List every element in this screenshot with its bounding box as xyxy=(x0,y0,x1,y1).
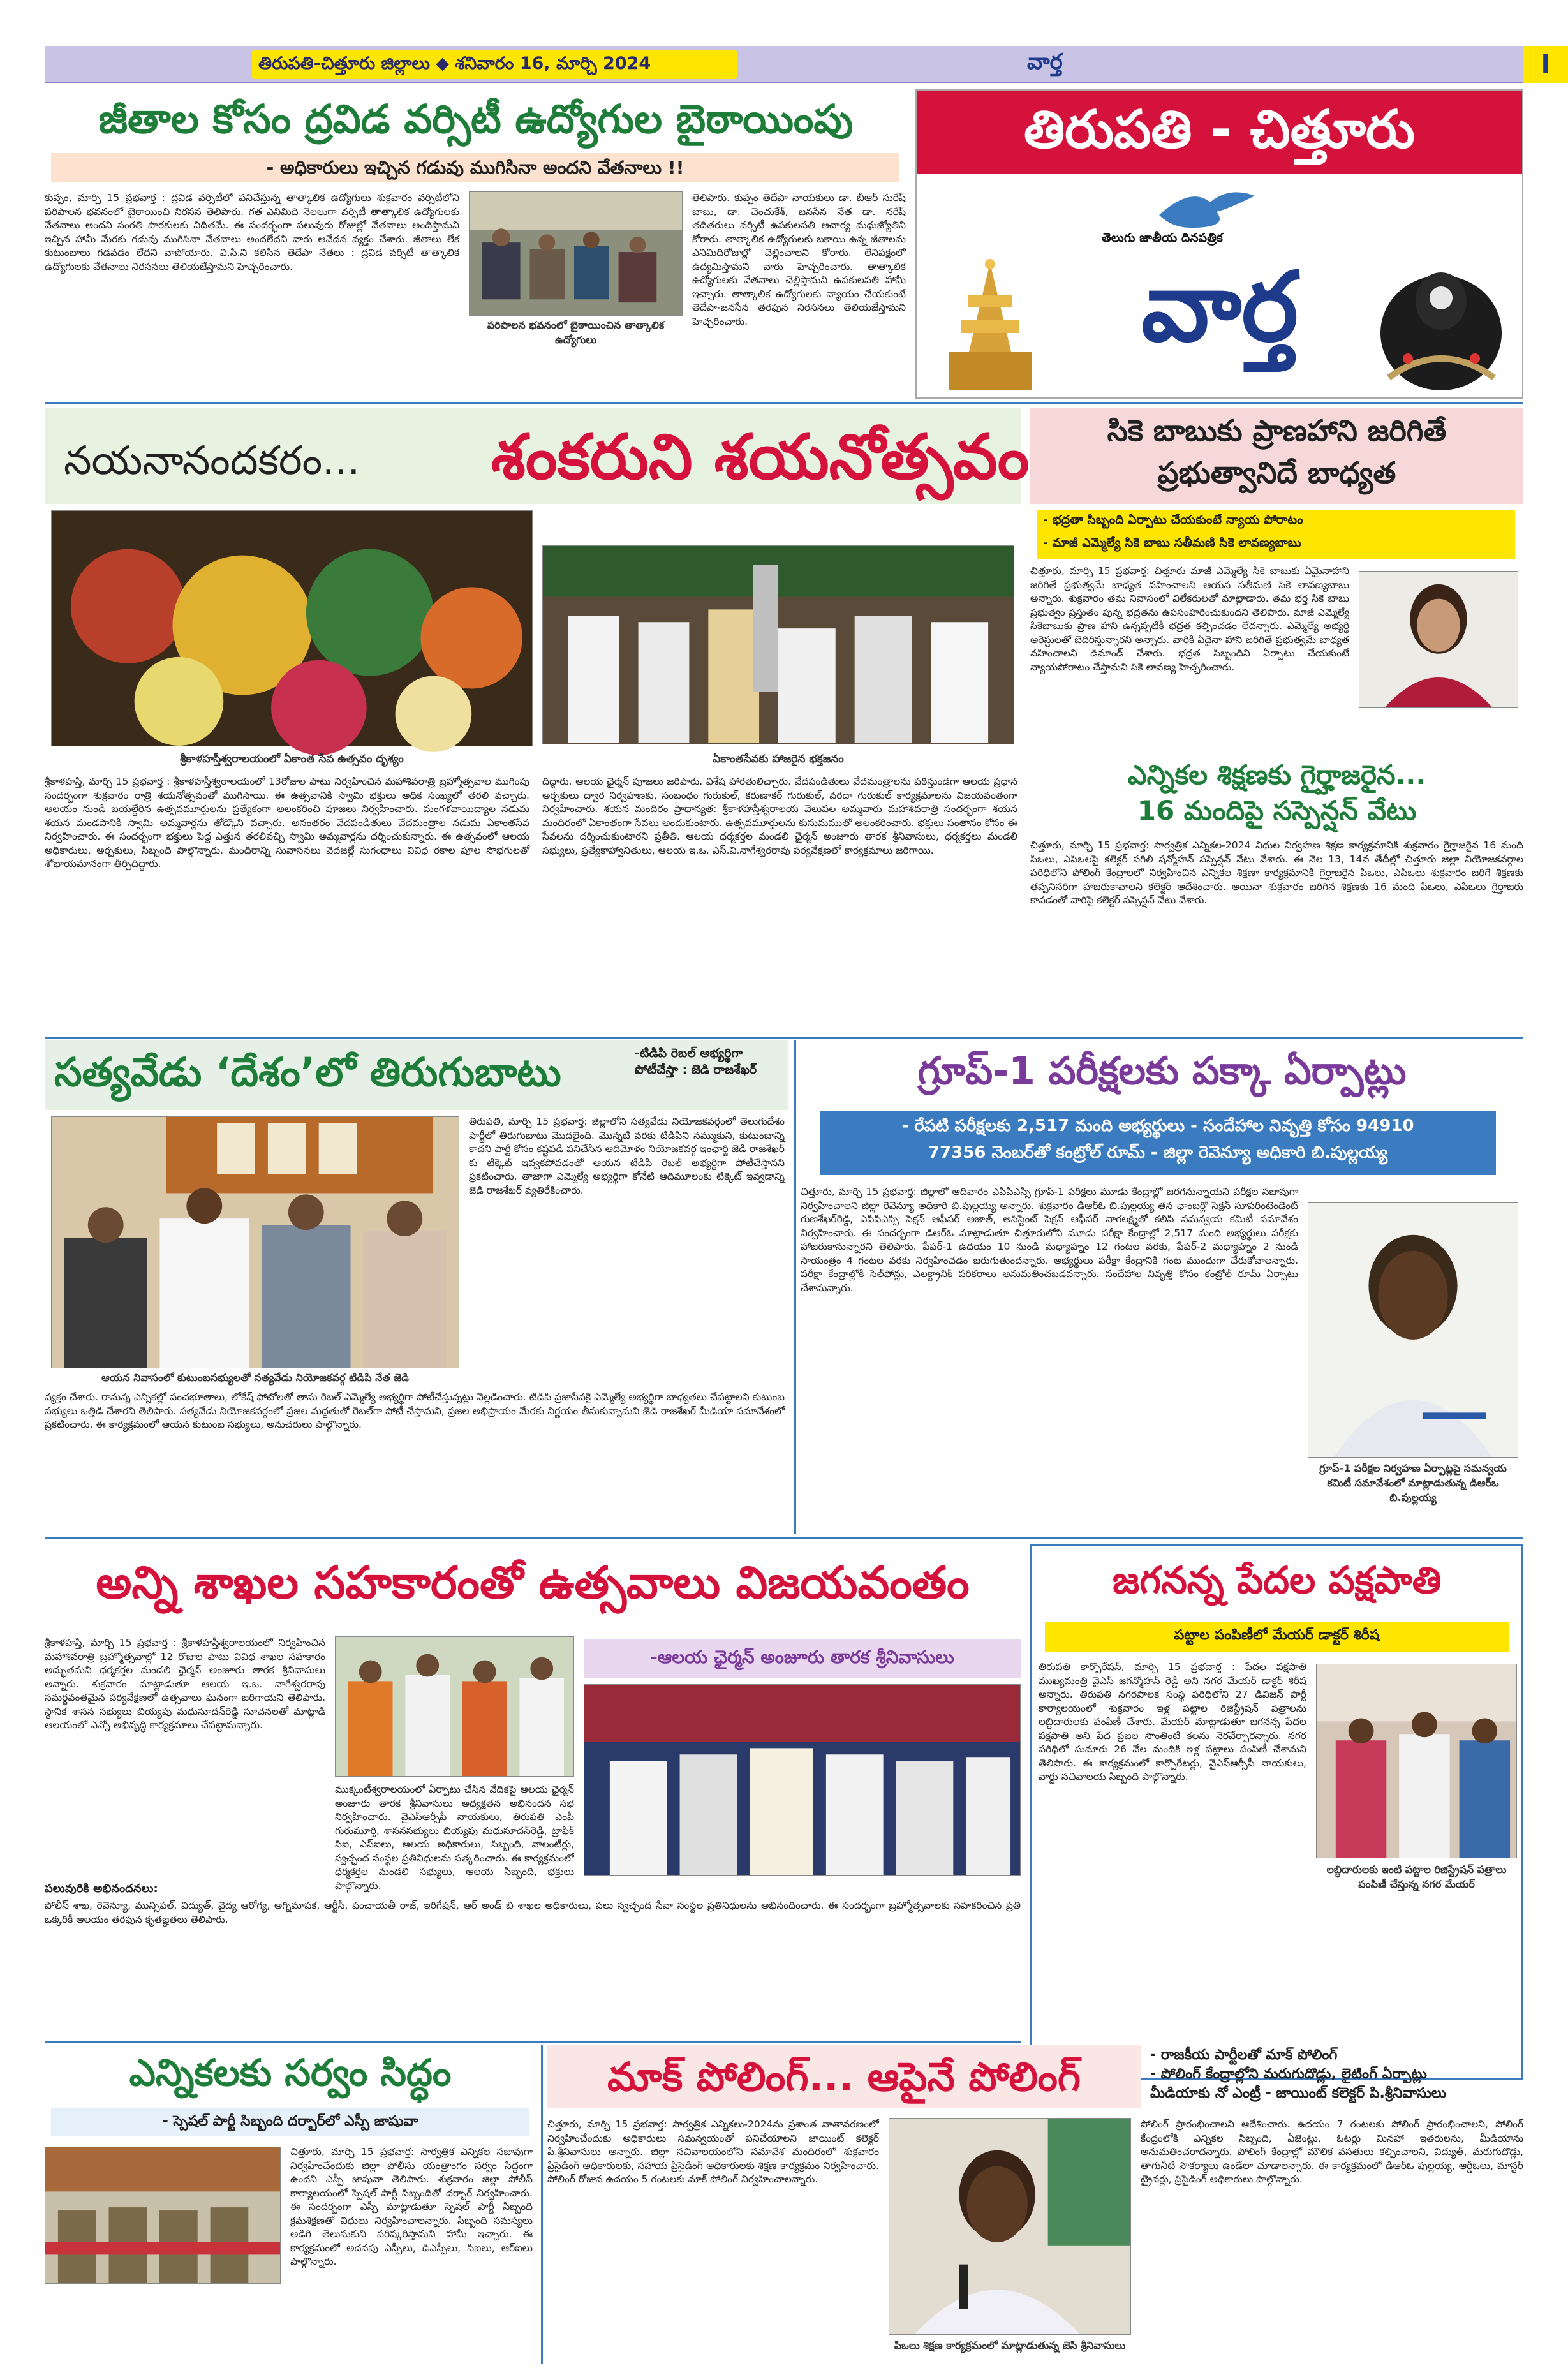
photo-lavanya xyxy=(1359,571,1518,708)
city-title-box xyxy=(915,89,1523,399)
body-photo: ముక్కంటీశ్వరాలయంలో ఏర్పాటు చేసిన వేదికపై ఆలయ ఛైర్మన్ అంజూరు తారక శ్రీనివాసులు అధ్యక్షతన అభినందన సభ నిర్వహించారు. వైఎస్ఆర్సీపీ నాయకులు, తిరుపతి ఎంపీ గురుమూర్తి, శాసనసభ్యులు బియ్యపు మధుసూదన్‌రెడ్డి, ట్రాఫిక్ సిఐ, ఎస్ఐలు, ఆలయ అధికారులు, సిబ్బంది, వాలంటీర్లు, స్వచ్ఛంద సంస్థల ప్రతినిధులను సత్కరించారు. ఈ కార్యక్రమంలో ధర్మకర్తల మండలి సభ్యులు, ఆలయ సిబ్బంది, భక్తులు పాల్గొన్నారు. xyxy=(335,1784,574,1891)
photo-devotees xyxy=(542,545,1014,744)
photo-protest xyxy=(469,191,683,316)
subhead: పట్టాల పంపిణీలో మేయర్ డాక్టర్ శిరీష xyxy=(1174,1627,1380,1643)
subhead-2: 77356 నెంబర్‌తో కంట్రోల్ రూమ్ - జిల్లా రెవెన్యూ అధికారి బి.పుల్లయ్య xyxy=(928,1143,1388,1162)
caption-1: శ్రీకాళహస్తీశ్వరాలయంలో ఏకాంత సేవ ఉత్సవం దృశ్యం xyxy=(180,753,404,766)
article-suspension xyxy=(1030,753,1523,1033)
article-group1 xyxy=(801,1040,1523,1534)
headline-line-2: ప్రభుత్వానిదే బాధ్యత xyxy=(1157,455,1396,490)
city-title: తిరుపతి - చిత్తూరు xyxy=(1023,100,1416,160)
headline: ఎన్నికలకు సర్వం సిద్ధం xyxy=(129,2051,452,2094)
article-elections-ready xyxy=(45,2045,536,2364)
headline: జీతాల కోసం ద్రవిడ వర్సిటీ ఉద్యోగుల బైఠాయింపు xyxy=(98,96,854,142)
headline: గ్రూప్-1 పరీక్షలకు పక్కా ఏర్పాట్లు xyxy=(917,1049,1407,1093)
body-bottom: వ్యక్తం చేశారు. రానున్న ఎన్నికల్లో పంచభూతాలు, లోకేష్ ఫోటోలతో తాను రెబల్ ఎమ్మెల్యే అభ్యర్థిగా పోటీచేస్తున్నట్లు వెల్లడించారు. టిడిపి ప్రజాసేవకై ఎమ్మెల్యే అభ్యర్థిగా బాధ్యతలు చేపట్టాలని కుటుంబ సభ్యులు ఒత్తిడి చేశారని తెలిపారు. సత్యవేడు నియోజకవర్గంలో ప్రజల మద్దతుతో రెబల్‌గా పోటీ చేస్తామని, ప్రజల అభిప్రాయం మేరకు నిర్ణయం తీసుకున్నామని జెడి రాజశేఖర్ మీడియా సమావేశంలో ప్రకటించారు. ఈ కార్యక్రమంలో ఆయన కుటుంబ సభ్యులు, అనుచరులు పాల్గొన్నారు. xyxy=(45,1391,785,1430)
subhead-2: - పోలింగ్ కేంద్రాల్లోని మరుగుదొడ్లు, లైటింగ్ ఏర్పాట్లు xyxy=(1150,2066,1427,2082)
photo-decoration xyxy=(51,510,533,746)
side-note: -టిడిపి రెబల్ అభ్యర్థిగా పోటీచేస్తా : జెడి రాజశేఖర్ xyxy=(635,1046,757,1077)
headline-line-2: 16 మందిపై సస్పెన్షన్ వేటు xyxy=(1137,795,1417,826)
body-left: చిత్తూరు, మార్చి 15 ప్రభవార్త: సార్వత్రిక ఎన్నికలు-2024ను ప్రశాంత వాతావరణంలో నిర్వహించేందుకు అధికారులు సమన్వయంతో పనిచేయాలని జాయింట్ కలెక్టర్ పి.శ్రీనివాసులు అన్నారు. జిల్లా సచివాలయంలోని సమావేశ మందిరంలో శుక్రవారం ప్రిసైడింగ్ అధికారులకు, సహాయ ప్రిసైడింగ్ అధికారులకు శిక్షణ కార్యక్రమం నిర్వహించారు. పోలింగ్ రోజున ఉదయం 5 గంటలకు మాక్ పోలింగ్ నిర్వహించాలన్నారు. xyxy=(547,2119,879,2185)
subhead: - స్పెషల్ పార్టీ సిబ్బంది దర్బార్‌లో ఎస్పీ జాషువా xyxy=(162,2113,418,2129)
photo-pattas xyxy=(1316,1664,1517,1858)
body: చిత్తూరు, మార్చి 15 ప్రభవార్త: సార్వత్రిక ఎన్నికల సజావుగా నిర్వహించేందుకు జిల్లా పోలీసు యంత్రాంగం సర్వం సిద్ధంగా ఉందని ఎస్పీ జాషువా తెలిపారు. శుక్రవారం జిల్లా పోలీస్ కార్యాలయంలో స్పెషల్ పార్టీ సిబ్బందితో దర్బార్ నిర్వహించారు. ఈ సందర్భంగా ఎస్పీ మాట్లాడుతూ స్పెషల్ పార్టీ సిబ్బంది క్రమశిక్షణతో విధులు నిర్వహించాలన్నారు. సిబ్బంది సమస్యలు అడిగి తెలుసుకుని పరిష్కరిస్తామని హామీ ఇచ్చారు. ఈ కార్యక్రమంలో అదనపు ఎస్పీలు, డిఎస్పీలు, సిఐలు, ఆర్‌ఐలు పాల్గొన్నారు. xyxy=(290,2146,533,2267)
section-dateline: తిరుపతి-చిత్తూరు జిల్లాలు ◆ శనివారం 16, మార్చి 2024 xyxy=(258,54,651,73)
photo-caption: పిఒలు శిక్షణ కార్యక్రమంలో మాట్లాడుతున్న జెసి శ్రీనివాసులు xyxy=(894,2339,1126,2351)
tagline: తెలుగు జాతీయ దినపత్రిక xyxy=(1102,231,1223,245)
kicker: నయనానందకరం... xyxy=(64,437,360,484)
photo-felicitation xyxy=(335,1636,574,1777)
body-left: శ్రీకాళహస్తి, మార్చి 15 ప్రభవార్త : శ్రీకాళహస్తీశ్వరాలయంలో 13రోజుల పాటు నిర్వహించిన మహాశివరాత్రి బ్రహ్మోత్సవాల ముగింపు సందర్భంగా శుక్రవారం రాత్రి శయనోత్సవంతో ముగిసాయి. ఈ ఉత్సవానికి స్వామి భక్తులు అధిక సంఖ్యలో తరలి వచ్చారు. ఆలయం నుండి బయల్దేరిన ఉత్సవమూర్తులను ప్రత్యేకంగా అలంకరించి పూజలు నిర్వహించారు. మంగళవాయిద్యాల నడుమ శయన మండపానికి స్వామి అమ్మవార్లను తోడ్కొని వచ్చారు. అనంతరం వేదపండితులు వేదమంత్రాల నడుమ ఏకాంతసేవ నిర్వహించారు. ఈ సందర్భంగా భక్తులు పెద్ద ఎత్తున తరలివచ్చి స్వామి అమ్మవార్లను దర్శించుకున్నారు. ఈ ఉత్సవంలో ఆలయ అధికారులు, అర్చకులు, సిబ్బంది పాల్గొన్నారు. మందిరాన్ని సువాసనలు వెదజల్లే సుగంధాలు వివిధ రకాల పూల సొభగులతో శోభాయమానంగా తీర్చిదిద్దారు. xyxy=(45,776,529,869)
body-left: కుప్పం, మార్చి 15 ప్రభవార్త : ద్రవిడ వర్సిటీలో పనిచేస్తున్న తాత్కాలిక ఉద్యోగులు శుక్రవారం వర్సిటీలోని పరిపాలన భవనంలో బైఠాయించి నిరసన తెలిపారు. గత ఎనిమిది నెలలుగా వర్సిటీ తాత్కాలిక ఉద్యోగులకు వేతనాలు అందని సంగతి పాఠకులకు విదితమే. ఈ సందర్భంగా పలువురు రోజుల్లో వేతనాలు అందిస్తామని ఇచ్చిన హామీ మేరకు గడువు ముగిసినా వేతనాలు అందలేదని వారు ఆవేదన వ్యక్తం చేశారు. జీతాలు లేక కుటుంబాలు గడవడం లేదని వాపోయారు. వి.సి.ని కలిసిన తెదేపా నేతలు : ద్రవిడ వర్సిటీ తాత్కాలిక ఉద్యోగులకు వేతనాలు నిరసనలు తెలియజేస్తామని హెచ్చరించారు. xyxy=(45,192,459,272)
photo-caption: గ్రూప్-1 పరీక్షల నిర్వహణ ఏర్పాట్లపై సమన్వయ కమిటీ సమావేశంలో మాట్లాడుతున్న డిఆర్ఒ బి.పుల్లయ్య xyxy=(1319,1462,1507,1504)
headline: మాక్ పోలింగ్... ఆపైనే పోలింగ్ xyxy=(607,2053,1081,2100)
article-all-departments xyxy=(45,1541,1021,2038)
body-left: శ్రీకాళహస్తి, మార్చి 15 ప్రభవార్త : శ్రీకాళహస్తీశ్వరాలయంలో నిర్వహించిన మహాశివరాత్రి బ్రహ్మోత్సవాల్లో 12 రోజుల పాటు వివిధ శాఖల సహకారం అద్భుతమని ధర్మకర్తల మండలి ఛైర్మన్ అంజూరు తారక శ్రీనివాసులు అన్నారు. శుక్రవారం మాట్లాడుతూ ఆలయ ఇ.ఒ. నాగేశ్వరరావు సమర్థవంతమైన పర్యవేక్షణలో ఉత్సవాలు ఘనంగా జరిగాయని తెలిపారు. స్థానిక శాసన సభ్యులు బియ్యపు మధుసూదన్‌రెడ్డి సూచనలతో మాట్లాడి ఆలయంలో ఎన్నో అభివృద్ధి కార్యక్రమాలు చేపట్టామన్నారు. xyxy=(45,1637,325,1731)
photo-family xyxy=(51,1116,459,1368)
column-rule xyxy=(541,2045,543,2364)
subhead-3: మీడియాకు నో ఎంట్రీ - జాయింట్ కలెక్టర్ పి.శ్రీనివాసులు xyxy=(1150,2085,1447,2101)
photo-caption: లబ్ధిదారులకు ఇంటి పట్టాల రిజిస్ట్రేషన్ పత్రాలు పంపిణీ చేస్తున్న నగర మేయర్ xyxy=(1326,1863,1507,1890)
divider xyxy=(45,402,1523,404)
photo-jc xyxy=(889,2118,1131,2335)
headline: అన్ని శాఖల సహకారంతో ఉత్సవాలు విజయవంతం xyxy=(96,1557,970,1609)
subhead-1: - రాజకీయ పార్టీలతో మాక్ పోలింగ్ xyxy=(1150,2047,1338,2063)
article-ck-babu xyxy=(1030,408,1523,746)
headline-line-1: సికె బాబుకు ప్రాణహాని జరిగితే xyxy=(1107,413,1447,448)
column-rule xyxy=(794,1040,796,1534)
divider xyxy=(45,1537,1523,1539)
article-shayanotsavam xyxy=(45,408,1030,1033)
body-right: తెలిపారు. కుప్పం తెదేపా నాయకులు డా. బీఆర్ సురేష్ బాబు, డా. చెంచుకేశ్, జనసేన నేత డా. నరేష్ తదితరులు వర్సిటీ ఉపకులపతి ఆచార్య మధుజ్యోతిని కోరారు. తాత్కాలిక ఉద్యోగులకు బకాయి ఉన్న జీతాలను ఎనిమిదిరోజుల్లో చెల్లించాలని కోరారు. లేనిపక్షంలో ఉద్యమిస్తామని వారు హెచ్చరించారు. తాత్కాలిక ఉద్యోగులకు వేతనాలు చెల్లిస్తామని ఉపకులపతి హామీ ఇచ్చారు. తాత్కాలిక ఉద్యోగులకు న్యాయం చేయకుంటే తెదేపా-జనసేన తరఫున నిరసనలు తెలియజేస్తామని హెచ్చరించారు. xyxy=(692,192,906,327)
bold-heading: పలువురికి అభినందనలు: xyxy=(45,1882,158,1895)
headline: శంకరుని శయనోత్సవం xyxy=(491,421,1030,494)
subheadline: - అధికారులు ఇచ్చిన గడువు ముగిసినా అందని వేతనాలు !! xyxy=(266,157,684,178)
bullet-2: - మాజీ ఎమ్మెల్యే సికె బాబు సతీమణి సికె లావణ్యబాబు xyxy=(1043,536,1301,550)
body-right: పోలింగ్ ప్రారంభించాలని ఆదేశించారు. ఉదయం 7 గంటలకు పోలింగ్ ప్రారంభించాలని, పోలింగ్ కేంద్రంలోకి ఎన్నికల సిబ్బంది, ఏజెంట్లు, ఓటర్లు మినహా ఇతరులను, మీడియాను అనుమతించరాదన్నారు. పోలింగ్ కేంద్రాల్లో మౌలిక వసతులు కల్పించాలని, విద్యుత్, మరుగుదొడ్లు, తాగునీటి సౌకర్యాలు ఉండేలా చూడాలన్నారు. ఈ కార్యక్రమంలో డిఆర్ఓ పుల్లయ్య, ఆర్డీఓలు, మాస్టర్ ట్రైనర్లు, ప్రిసైడింగ్ అధికారులు పాల్గొన్నారు. xyxy=(1141,2119,1523,2185)
photo-caption: పరిపాలన భవనంలో బైఠాయించిన తాత్కాలిక ఉద్యోగులు xyxy=(487,319,665,346)
body: చిత్తూరు, మార్చి 15 ప్రభవార్త: జిల్లాలో ఆదివారం ఎపిపిఎస్సి గ్రూప్-1 పరీక్షలు మూడు కేంద్రాల్లో జరగనున్నాయని పరీక్షల సజావుగా నిర్వహించాలని జిల్లా రెవెన్యూ అధికారి బి.పుల్లయ్య అన్నారు. శుక్రవారం డిఆర్ఓ బి.పుల్లయ్య తన ఛాంబర్లో సెక్షన్ సూపరింటెండెంట్ గుణశేఖర్‌రెడ్డి, ఎపిపిఎస్సి సెక్షన్ ఆఫీసర్ అజాత్, అసిస్టెంట్ సెక్షన్ ఆఫీసర్ నాగలక్ష్మితో కలిసి సమన్వయ కమిటీ సమావేశం నిర్వహించారు. ఈ సందర్భంగా డిఆర్ఓ మాట్లాడుతూ చిత్తూరులోని మూడు పరీక్షా కేంద్రాల్లో 2,517 మంది అభ్యర్థులు పరీక్షకు హాజరుకానున్నారని తెలిపారు. పేపర్-1 ఉదయం 10 నుండి మధ్యాహ్నం 12 గంటల వరకు, పేపర్-2 మధ్యాహ్నం 2 నుండి సాయంత్రం 4 గంటల వరకు నిర్వహించడం జరుగుతుందన్నారు. అభ్యర్థులు పరీక్షా కేంద్రానికి గంట ముందుగా చేరుకోవాలన్నారు. పరీక్షా కేంద్రాల్లోకి సెల్‌ఫోన్లు, ఎలక్ట్రానిక్ పరికరాలు అనుమతించబడవన్నారు. సందేహాల నివృత్తి కోసం కంట్రోల్ రూమ్ ఏర్పాటు చేశామన్నారు. xyxy=(801,1186,1298,1294)
photo-dro xyxy=(1308,1202,1518,1458)
body: చిత్తూరు, మార్చి 15 ప్రభవార్త: సార్వత్రిక ఎన్నికల-2024 విధుల నిర్వహణ శిక్షణ కార్యక్రమానికి శుక్రవారం గైర్హాజరైన 16 మంది పిఒలు, ఎపిఒలపై కలెక్టర్ సగిలి షన్మోహన్ సస్పెన్షన్ వేటు వేశారు. ఈ నెల 13, 14వ తేదీల్లో చిత్తూరు జిల్లా నియోజకవర్గాల పరిధిలోని పోలింగ్ కేంద్రాలలో నిర్వహించిన ఎన్నికల శిక్షణా కార్యక్రమానికి గైర్హాజరైన పిఒలు, ఎపిఒలు శుక్రవారం జరిగే శిక్షణకు తప్పనిసరిగా హాజరుకావాలని కలెక్టర్ ఆదేశించారు. అయినా శుక్రవారం జరిగిన శిక్షణకు 16 మంది పిఒలు, ఎపిఒలు గైర్హాజరు కావడంతో వారిపై కలెక్టర్ సస్పెన్షన్ వేటు వేశారు. xyxy=(1030,840,1523,906)
article-satyavedu xyxy=(45,1040,788,1534)
headline: సత్యవేడు ‘దేశం’లో తిరుగుబాటు xyxy=(54,1049,561,1095)
divider xyxy=(45,1037,1523,1039)
subhead-1: - రేపటి పరీక్షలకు 2,517 మంది అభ్యర్థులు - సందేహాల నివృత్తి కోసం 94910 xyxy=(901,1116,1414,1136)
body: తిరుపతి కార్పొరేషన్, మార్చి 15 ప్రభవార్త : పేదల పక్షపాతి ముఖ్యమంత్రి వైఎస్ జగన్మోహన్ రెడ్డి అని నగర మేయర్ డాక్టర్ శిరీష అన్నారు. తిరుపతి నగరపాలక సంస్థ పరిధిలోని 27 డివిజన్ పార్టీ కార్యాలయంలో శుక్రవారం ఇళ్ల పట్టాల రిజిస్ట్రేషన్ పత్రాలను లబ్ధిదారులకు పంపిణీ చేశారు. మేయర్ మాట్లాడుతూ జగనన్న పేదల పక్షపాతి అని పేద ప్రజల సొంతింటి కలను నెరవేర్చారన్నారు. నగర పరిధిలో సుమారు 26 వేల మందికి ఇళ్ల పట్టాలు పంపిణీ చేశామని తెలిపారు. ఈ కార్యక్రమంలో కార్పొరేటర్లు, వైఎస్ఆర్సీపీ నాయకులు, వార్డు సచివాలయ సిబ్బంది పాల్గొన్నారు. xyxy=(1039,1661,1306,1782)
photo-caption: ఆయన నివాసంలో కుటుంబసభ్యులతో సత్యవేడు నియోజకవర్గ టిడిపి నేత జెడి xyxy=(101,1372,409,1384)
body-right: దిద్దారు. ఆలయ ఛైర్మన్ పూజలు జరిపారు. విశేష హారతులిచ్చారు. వేదపండితులు వేదమంత్రాలను పఠిస్తుండగా ఆలయ ప్రధాన అర్చకులు ద్వార నిర్వహణకు, సంబంధం గురుకుల్, కరుణాకర్ గురుకుల్, వరదా గురుకుల్ కార్యక్రమాలను విజయవంతంగా నిర్వహించారు. శయన మందిరం ప్రాధాన్యత: శ్రీకాళహస్తీశ్వరాలయ వెలుపల అమ్మవారు మహాశివరాత్రి సందర్భంగా శయన మందిరంలో ఏకాంతంగా సేవలు అందుకుంటారు. ఉత్సవమూర్తులను కుసుమముతో అలంకరించారు. భక్తులు సంతానం కోసం ఈ సేవలను దర్శించుకుంటారని ప్రతీతి. ఆలయ ధర్మకర్తల మండలి ఛైర్మన్ అంజూరు తారక శ్రీనివాసులు, ధర్మకర్తలు మండలి సభ్యులు, ప్రత్యేకాహ్వానితులు, ఆలయ ఇ.ఒ. ఎస్.వి.నాగేశ్వరరావు పర్యవేక్షణలో కార్యక్రమాలు జరిగాయి. xyxy=(542,776,1017,856)
article-mock-polling xyxy=(547,2045,1523,2364)
body: చిత్తూరు, మార్చి 15 ప్రభవార్త: చిత్తూరు మాజీ ఎమ్మెల్యే సికె బాబుకు ఏమైనాహాని జరిగితే ప్రభుత్వమే బాధ్యత వహించాలని ఆయన సతీమణి సికె లావణ్యబాబు అన్నారు. శుక్రవారం తమ నివాసంలో విలేకరులతో మాట్లాడారు. తమ భర్త సికె బాబు ప్రభుత్వం ప్రస్తుతం పున్న భద్రతను ఉపసంహరించుకుందని తెలిపారు. మాజీ ఎమ్మెల్యే సికెబాబుకు ప్రాణ హాని ఉన్నప్పటికీ భద్రత కల్పించడం లేదన్నారు. ఎమ్మెల్యే అభ్యర్థి అరెస్టులతో బెదిరిస్తున్నారని అన్నారు. వారికి ఏదైనా హాని జరిగితే ప్రభుత్వమే బాధ్యత వహించాలని డిమాండ్ చేశారు. భద్రత సిబ్బందిని ఏర్పాటు చేయకుంటే న్యాయపోరాటం చేస్తామని సికె లావణ్య హెచ్చరించారు. xyxy=(1030,565,1349,673)
side-note: -ఆలయ ఛైర్మన్ అంజూరు తారక శ్రీనివాసులు xyxy=(650,1646,954,1668)
brand-logo: వార్త xyxy=(1141,252,1299,363)
deity-image xyxy=(1370,250,1513,394)
article-jagananna xyxy=(1030,1544,1523,2080)
photo-darbar xyxy=(45,2147,281,2284)
page-number: I xyxy=(1523,46,1568,83)
headline: జగనన్న పేదల పక్షపాతి xyxy=(1112,1558,1442,1602)
divider xyxy=(45,2041,1021,2043)
brand-mini: వార్త xyxy=(1027,49,1063,75)
dove-icon xyxy=(1153,183,1261,234)
headline-line-1: ఎన్నికల శిక్షణకు గైర్హాజరైన... xyxy=(1127,759,1426,790)
caption-2: ఏకాంతసేవకు హాజరైన భక్తజనం xyxy=(713,753,844,766)
masthead-strip xyxy=(45,46,1551,83)
bullet-1: - భద్రతా సిబ్బంది ఏర్పాటు చేయకుంటే న్యాయ పోరాటం xyxy=(1043,513,1303,527)
article-dravida-varsity xyxy=(45,89,907,396)
photo-stage xyxy=(584,1684,1021,1876)
body-bottom: పోలీస్ శాఖ, రెవెన్యూ, మున్సిపల్, విద్యుత్, వైద్య ఆరోగ్య, అగ్నిమాపక, ఆర్టీసీ, పంచాయతీ రాజ్, ఇరిగేషన్, ఆర్ అండ్ బి శాఖల అధికారులు, పలు స్వచ్ఛంద సేవా సంస్థల ప్రతినిధులను అభినందించారు. ఈ సందర్భంగా బ్రహ్మోత్సవాలకు సహకరించిన ప్రతి ఒక్కరికీ ఆలయం తరఫున కృతజ్ఞతలు తెలిపారు. xyxy=(45,1900,1021,1925)
temple-image xyxy=(923,256,1057,394)
body-top: తిరుపతి, మార్చి 15 ప్రభవార్త: జిల్లాలోని సత్యవేడు నియోజకవర్గంలో తెలుగుదేశం పార్టీలో తిరుగుబాటు మొదలైంది. మొన్నటి వరకు టిడిపిని నమ్ముకుని, కుటుంబాన్ని కాదని పార్టీ కోసం కష్టపడి పనిచేసిన ఆదిమోళం నియోజకవర్గ ఇంఛార్జి జెడి రాజశేఖర్ కు టిక్కెట్ ఇవ్వకపోవడంతో ఆయన టిడిపి రెబల్ అభ్యర్థిగా పోటీచేస్తానని ప్రకటించారు. తాజాగా ఎమ్మెల్యే అభ్యర్థిగా కోనేటి ఆదిమూలంకు టిక్కెట్ ఇవ్వడాన్ని జెడి రాజశేఖర్ వ్యతిరేకించారు. xyxy=(469,1116,785,1196)
